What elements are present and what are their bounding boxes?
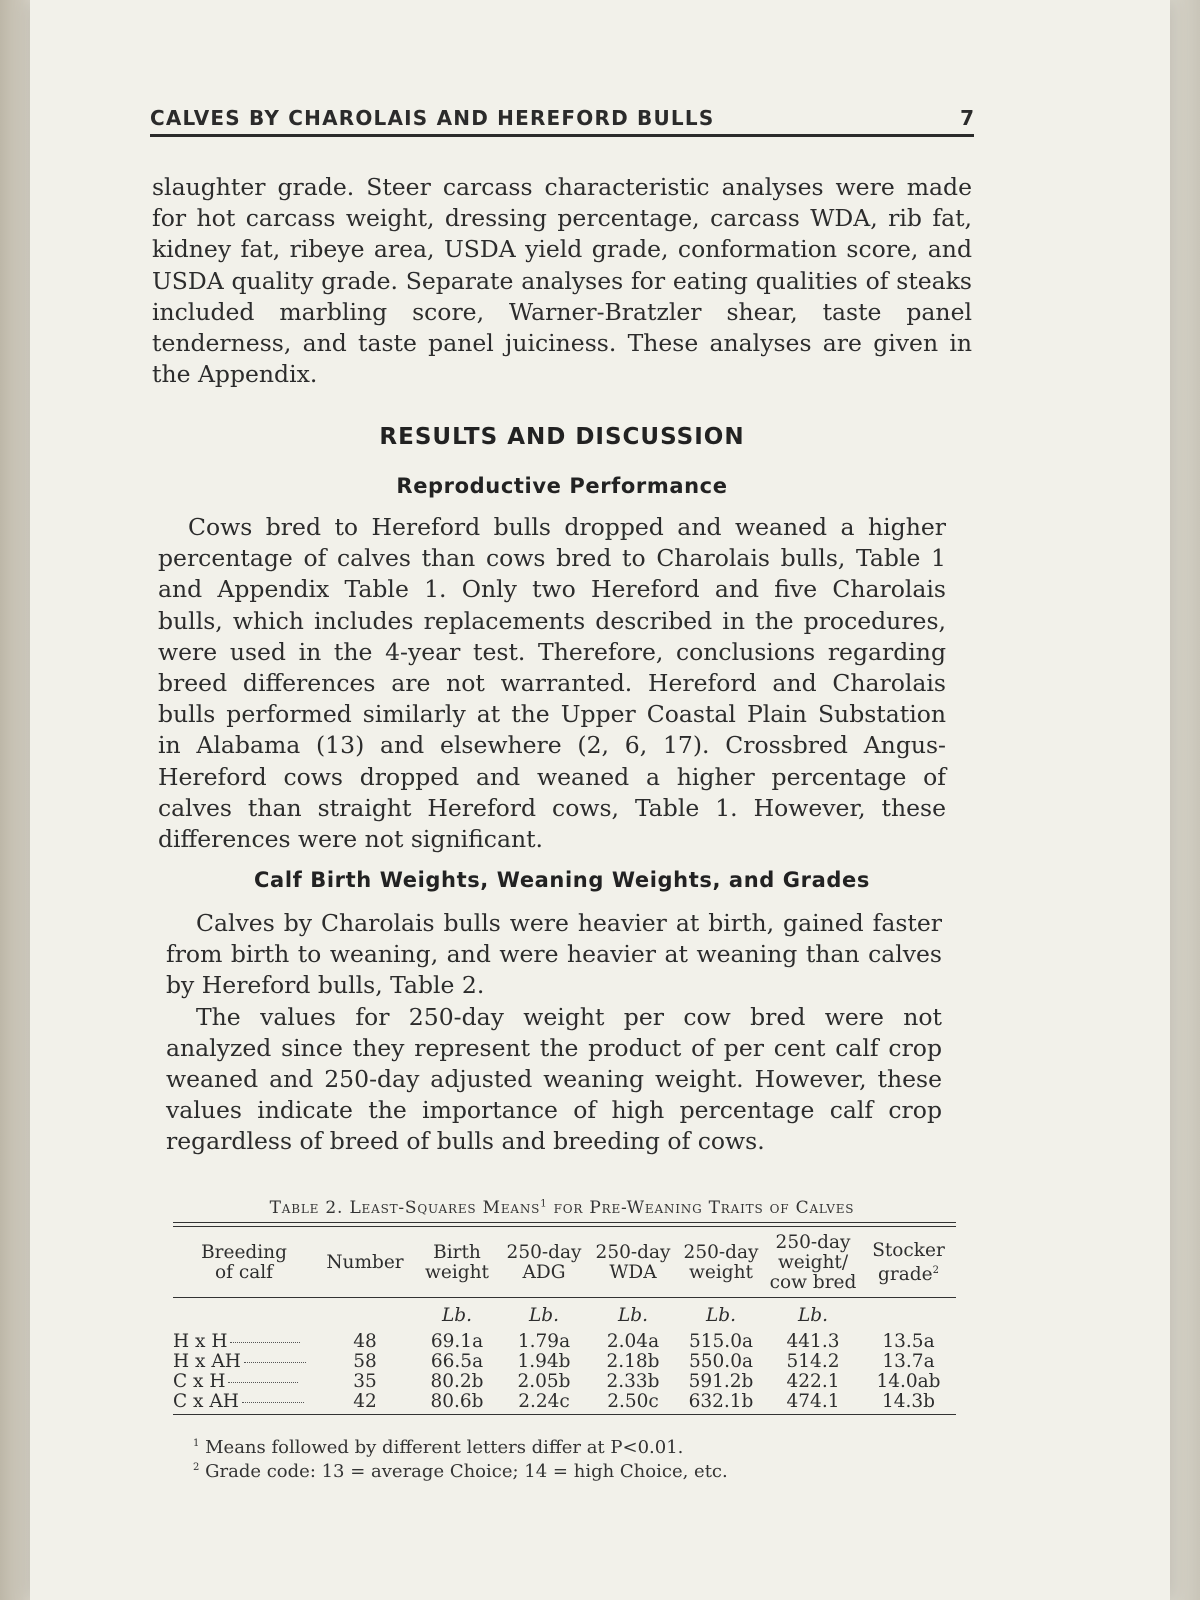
- table-row: [173, 1372, 956, 1392]
- birth-weight-cell: 69.1a: [430, 1331, 484, 1352]
- footnote-2: $^2$ Grade code: 13 = average Choice; 14 = high Choice, etc.: [193, 1461, 728, 1482]
- table-caption-rest: for Pre-Weaning Traits of Calves: [547, 1198, 855, 1218]
- birth-weight-cell: 80.6b: [415, 1392, 499, 1415]
- birth-weight-cell: 80.2b: [430, 1371, 484, 1392]
- col-header-weight: 250-day weight: [677, 1227, 765, 1298]
- unit-cell: Lb.: [797, 1305, 828, 1326]
- pre-weaning-traits-table: [173, 1227, 956, 1415]
- wda-cell: 2.50c: [589, 1392, 677, 1415]
- col-header-stocker-grade: Stocker grade$^2$: [861, 1227, 956, 1298]
- weight-cell: 550.0a: [689, 1351, 753, 1372]
- table-footnotes: [193, 1434, 953, 1482]
- weight-cell: 591.2b: [688, 1371, 754, 1392]
- number-cell: 42: [315, 1392, 415, 1415]
- wda-cell: 2.33b: [606, 1371, 660, 1392]
- stocker-cell: 14.3b: [861, 1392, 956, 1415]
- col-header-wda: 250-day WDA: [589, 1227, 677, 1298]
- wda-cell: 2.18b: [606, 1351, 660, 1372]
- per-cow-cell: 422.1: [786, 1371, 840, 1392]
- col-header-breeding: Breeding of calf: [173, 1227, 315, 1298]
- reproductive-heading: Reproductive Performance: [396, 474, 728, 498]
- adg-cell: 2.05b: [517, 1371, 571, 1392]
- table-row: [173, 1352, 956, 1372]
- breeding-cell: C x H: [173, 1372, 315, 1392]
- per-cow-cell: 514.2: [786, 1351, 840, 1372]
- table-caption: [150, 1198, 974, 1218]
- number-cell: 58: [353, 1351, 377, 1372]
- weight-cell: 632.1b: [677, 1392, 765, 1415]
- calf-paragraph-1: Calves by Charolais bulls were heavier at birth, gained faster from birth to weaning, and were heavier at weaning than calves by Hereford bulls, Table 2.: [166, 909, 942, 1000]
- table-row: [173, 1332, 956, 1352]
- adg-cell: 2.24c: [499, 1392, 589, 1415]
- birth-weight-cell: 66.5a: [430, 1351, 484, 1372]
- unit-cell: Lb.: [705, 1305, 736, 1326]
- reproductive-paragraph-block: [158, 512, 946, 855]
- breeding-cell: H x H: [173, 1332, 315, 1352]
- per-cow-cell: 441.3: [786, 1331, 840, 1352]
- adg-cell: 1.79a: [517, 1331, 571, 1352]
- results-heading: RESULTS AND DISCUSSION: [379, 424, 745, 450]
- page-number: 7: [960, 106, 974, 130]
- running-header: [150, 106, 974, 137]
- col-header-weight-per-cow: 250-day weight/ cow bred: [765, 1227, 861, 1298]
- table-row: [173, 1392, 956, 1415]
- running-head-title: CALVES BY CHAROLAIS AND HEREFORD BULLS: [150, 106, 715, 130]
- table-header-row: [173, 1227, 956, 1298]
- intro-paragraph-block: [152, 172, 972, 390]
- breeding-cell: C x AH: [173, 1392, 315, 1415]
- table-2: [173, 1222, 956, 1415]
- calf-paragraph-block: [166, 908, 942, 1158]
- unit-cell: Lb.: [617, 1305, 648, 1326]
- wda-cell: 2.04a: [606, 1331, 660, 1352]
- stocker-cell: 13.7a: [882, 1351, 935, 1372]
- number-cell: 48: [353, 1331, 377, 1352]
- col-header-number: Number: [315, 1227, 415, 1298]
- table-caption-footnote-mark: 1: [540, 1198, 548, 1210]
- number-cell: 35: [353, 1371, 377, 1392]
- col-header-adg: 250-day ADG: [499, 1227, 589, 1298]
- reproductive-paragraph: Cows bred to Hereford bulls dropped and weaned a higher percentage of calves than cows bred to Charolais bulls, Table 1 and Appendix Table 1. Only two Hereford and five Charolais bulls, which includes replacements described in the procedures, were used in the 4-year test. Therefore, conclusions regarding breed differences are not warranted. Hereford and Charolais bulls performed similarly at the Upper Coastal Plain Substation in Alabama (13) and elsewhere (2, 6, 17). Crossbred Angus-Hereford cows dropped and weaned a higher percentage of calves than straight Hereford cows, Table 1. However, these differences were not significant.: [158, 513, 946, 854]
- weight-cell: 515.0a: [689, 1331, 753, 1352]
- adg-cell: 1.94b: [517, 1351, 571, 1372]
- per-cow-cell: 474.1: [765, 1392, 861, 1415]
- calf-heading: Calf Birth Weights, Weaning Weights, and Grades: [254, 868, 870, 892]
- stocker-cell: 13.5a: [882, 1331, 935, 1352]
- footnote-1: $^1$ Means followed by different letters differ at P<0.01.: [193, 1437, 684, 1458]
- units-row: [173, 1298, 956, 1333]
- unit-cell: Lb.: [528, 1305, 559, 1326]
- stocker-cell: 14.0ab: [876, 1371, 941, 1392]
- col-header-birth-weight: Birth weight: [415, 1227, 499, 1298]
- calf-paragraph-2: The values for 250-day weight per cow bred were not analyzed since they represent the product of per cent calf crop weaned and 250-day adjusted weaning weight. However, these values indicate the importance of high percentage calf crop regardless of breed of bulls and breeding of cows.: [166, 1002, 942, 1156]
- intro-paragraph: slaughter grade. Steer carcass characteristic analyses were made for hot carcass weight, dressing percentage, carcass WDA, rib fat, kidney fat, ribeye area, USDA yield grade, conformation score, and USDA quality grade. Separate analyses for eating qualities of steaks included marbling score, Warner-Bratzler shear, taste panel tenderness, and taste panel juiciness. These analyses are given in the Appendix.: [152, 173, 972, 389]
- unit-cell: Lb.: [441, 1305, 472, 1326]
- table-caption-main: Table 2. Least-Squares Means: [269, 1198, 541, 1218]
- breeding-cell: H x AH: [173, 1352, 315, 1372]
